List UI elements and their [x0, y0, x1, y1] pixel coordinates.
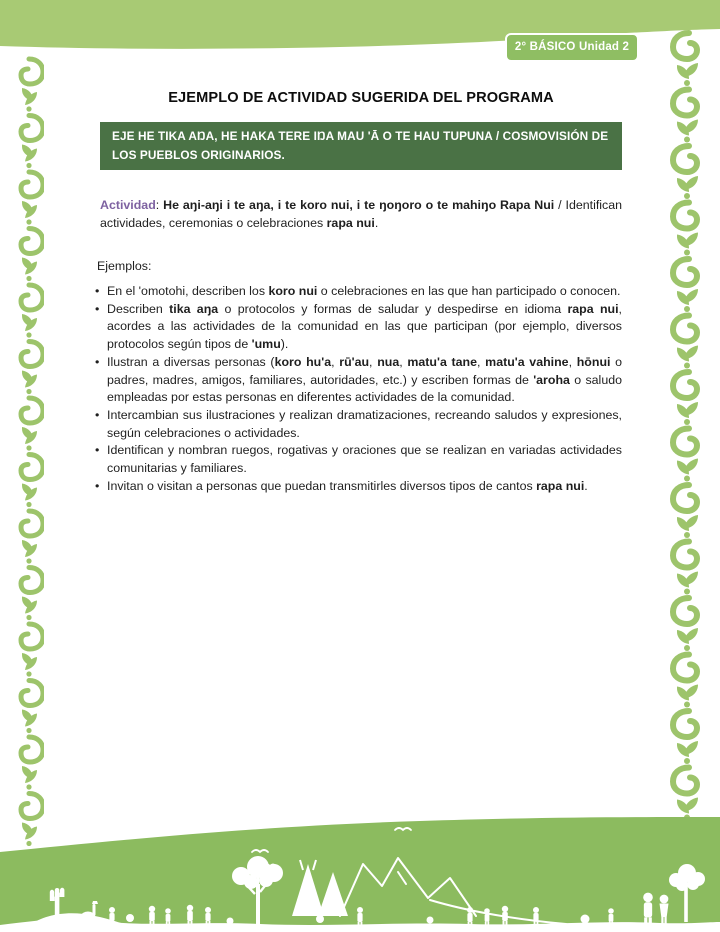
unit-badge: 2° BÁSICO Unidad 2 [505, 33, 639, 62]
list-item: • Invitan o visitan a personas que puedan transmitirles diversos tipos de cantos rapa nui. [97, 478, 622, 496]
list-item: • En el 'omotohi, describen los koro nui o celebraciones en las que han participado o conocen. [97, 283, 622, 301]
right-border-pattern [669, 30, 706, 820]
list-item: • Describen tika aŋa o protocolos y formas de saludar y despedirse en idioma rapa nui, acordes a las actividades de la comunidad en las que participan (por ejemplo, diversos protocolos según tipos de 'umu). [97, 301, 622, 354]
activity-text: : He aŋi-aŋi i te aŋa, i te koro nui, i te ŋoŋoro o te mahiŋo Rapa Nui / Identifican actividades, ceremonias o celebraciones rapa nui. [100, 198, 623, 230]
eje-banner [100, 122, 622, 170]
list-item: • Intercambian sus ilustraciones y realizan dramatizaciones, recreando saludos y expresiones, según celebraciones o actividades. [97, 407, 622, 442]
list-item: • Identifican y nombran ruegos, rogativas y oraciones que se realizan en variadas actividades comunitarias y familiares. [97, 442, 622, 477]
examples-heading: Ejemplos: [97, 259, 152, 273]
activity-label: Actividad [100, 198, 156, 212]
page-title: EJEMPLO DE ACTIVIDAD SUGERIDA DEL PROGRAMA [168, 90, 554, 106]
activity-paragraph [100, 196, 622, 232]
examples-list [97, 283, 622, 495]
footer-landscape-decoration [0, 812, 720, 932]
left-border-pattern [14, 56, 44, 846]
list-item: • Ilustran a diversas personas (koro hu'a, rū'au, nua, matu'a tane, matu'a vahine, hōnui o padres, madres, amigos, familiares, autoridades, etc.) y escriben formas de 'aroha o saludo empleadas por estas personas en diferentes actividades de la comunidad. [97, 354, 622, 407]
eje-banner-text: EJE HE TIKA AŊA, HE HAKA TERE IŊA MAU 'Ā O TE HAU TUPUNA / COSMOVISIÓN DE LOS PUEBLOS ORIGINARIOS. [112, 129, 609, 162]
